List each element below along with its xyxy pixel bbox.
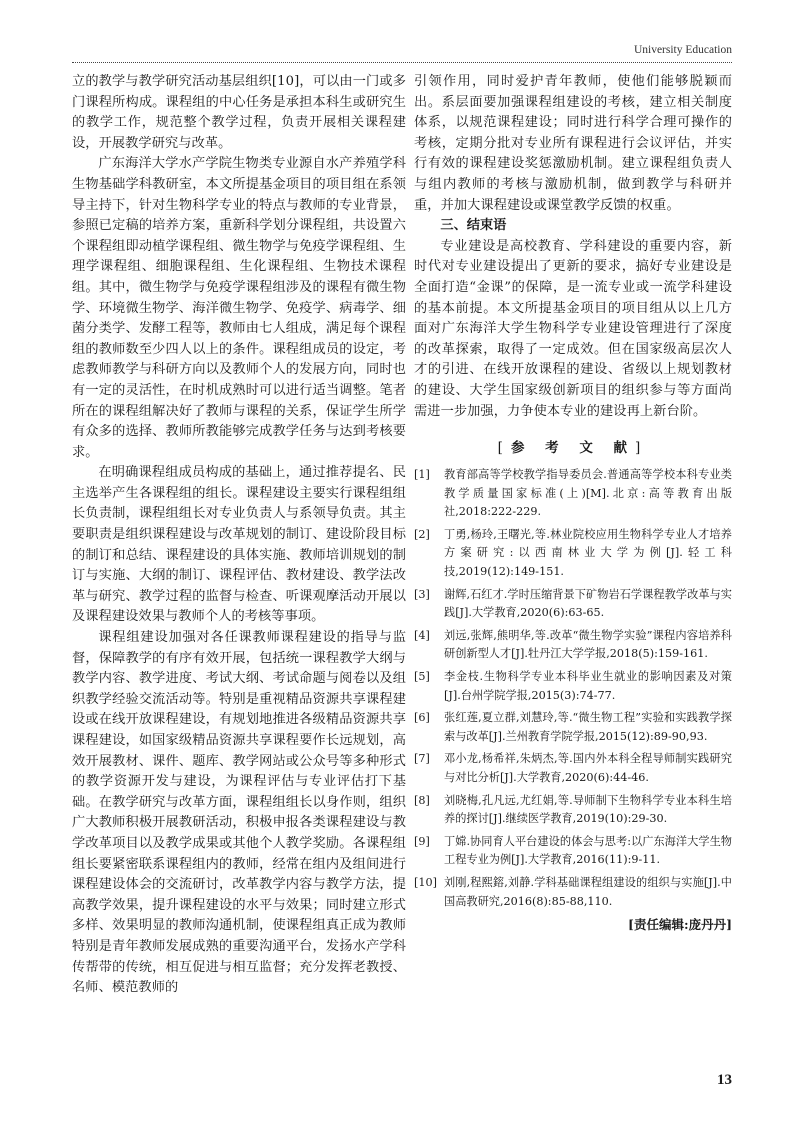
- reference-item: [3] 谢辉,石红才.学时压缩背景下矿物岩石学课程教学改革与实践[J].大学教育,2020(6):63-65.: [414, 587, 732, 620]
- body-paragraph-1: 立的教学与教学研究活动基层组织[10]，可以由一门或多门课程所构成。课程组的中心任务是承担本科生或研究生的教学工作，规范整个教学过程，负责开展相关课程建设，开展教学研究与改革。: [72, 74, 406, 151]
- reference-item: [10] 刘刚,程熙鎔,刘静.学科基础课程组建设的组织与实施[J].中国高教研究,2016(8):85-88,110.: [414, 875, 732, 908]
- reference-item: [8] 刘晓梅,孔凡远,尤红娟,等.导师制下生物科学专业本科生培养的探讨[J].继续医学教育,2019(10):29-30.: [414, 793, 732, 826]
- section-heading-conclusion: 三、结束语: [440, 218, 507, 234]
- reference-item: [7] 邓小龙,杨希祥,朱炳杰,等.国内外本科全程导师制实践研究与对比分析[J].大学教育,2020(6):44-46.: [414, 752, 732, 784]
- page-number: 13: [717, 1072, 732, 1088]
- references-title: 参 考 文 献: [510, 440, 636, 457]
- reference-item: [2] 丁勇,杨玲,王曙光,等.林业院校应用生物科学专业人才培养方案研究:以西南林业大学为例[J].轻工科技,2019(12):149-151.: [414, 527, 732, 579]
- reference-item: [4] 刘远,张辉,熊明华,等.改革“微生物学实验”课程内容培养科研创新型人才[J].牡丹江大学学报,2018(5):159-161.: [414, 628, 732, 661]
- body-paragraph-continuation: 引领作用，同时爱护青年教师，使他们能够脱颖而出。系层面要加强课程组建设的考核，建立相关制度体系，以规范课程建设；同时进行科学合理可操作的考核，定期分批对专业所有课程进行会议评估，并实行有效的课程建设奖惩激励机制。建立课程组负责人与组内教师的考核与激励机制，做到教学与科研并重，并加大课程建设或课堂教学反馈的权重。: [414, 74, 732, 213]
- body-paragraph-2: 广东海洋大学水产学院生物类专业源自水产养殖学科生物基础学科教研室，本文所提基金项目的项目组在系领导主持下，针对生物科学专业的特点与教师的专业背景，参照已定稿的培养方案，重新科学划分课程组，共设置六个课程组即动植学课程组、微生物学与免疫学课程组、生理学课程组、细胞课程组、生化课程组、生物技术课程组。其中，微生物学与免疫学课程组涉及的课程有微生物学、环境微生物学、海洋微生物学、免疫学、病毒学、细菌分类学、发酵工程等，教师由七人组成，满足每个课程组的教师数至少四人以上的条件。课程组成员的设定，考虑教师教学与科研方向以及教师个人的发展方向，同时也有一定的灵活性，在时机成熟时可以进行适当调整。笔者所在的课程组解决好了教师与课程的关系，保证学生所学有众多的选择、教师所教能够完成教学任务与达到考核要求。: [72, 156, 406, 460]
- running-head-journal: University Education: [633, 44, 732, 56]
- right-column: [414, 72, 732, 933]
- left-column: [72, 72, 406, 999]
- responsible-editor: [责任编辑:庞丹丹]: [628, 917, 732, 933]
- reference-item: [9] 丁嫦.协同育人平台建设的体会与思考:以广东海洋大学生物工程专业为例[J].大学教育,2016(11):9-11.: [414, 834, 732, 867]
- reference-item: [6] 张红莲,夏立群,刘慧玲,等.“微生物工程”实验和实践教学探索与改革[J].兰州教育学院学报,2015(12):89-90,93.: [414, 711, 732, 743]
- body-paragraph-4: 课程组建设加强对各任课教师课程建设的指导与监督，保障教学的有序有效开展，包括统一课程教学大纲与教学内容、教学进度、考试大纲、考试命题与阅卷以及组织教学经验交流活动等。特别是重视精品资源共享课程建设或在线开放课程建设，有规划地推进各级精品资源共享课程建设，如国家级精品资源共享课程要作长远规划，高效开展教材、课件、题库、教学网站或公众号等多种形式的教学资源开发与建设，为课程评估与专业评估打下基础。在教学研究与改革方面，课程组组长以身作则，组织广大教师积极开展教研活动，积极申报各类课程建设与教学改革项目以及教学成果或其他个人教学奖励。各课程组组长要紧密联系课程组内的教师，经常在组内及组间进行课程建设体会的交流研讨，改革教学内容与教学方法，提高教学效果，提升课程建设的水平与效果；同时建立形式多样、效果明显的教师沟通机制，使课程组真正成为教师特别是青年教师发展成熟的重要沟通平台，发扬水产学科传帮带的传统，相互促进与相互监督；充分发挥老教授、名师、模范教师的: [72, 630, 406, 996]
- references-list: [414, 466, 732, 911]
- conclusion-paragraph: 专业建设是高校教育、学科建设的重要内容，新时代对专业建设提出了更新的要求，搞好专业建设是全面打造“金课”的保障，是一流专业或一流学科建设的基本前提。本文所提基金项目的项目组从以上几方面对广东海洋大学生物科学专业建设管理进行了深度的改革探索，取得了一定成效。但在国家级高层次人才的引进、在线开放课程的建设、省级以上规划教材的建设、大学生国家级创新项目的组织参与等方面尚需进一步加强，力争使本专业的建设再上新台阶。: [414, 238, 732, 419]
- reference-item: [1] 教育部高等学校教学指导委员会.普通高等学校本科专业类教学质量国家标准(上)[M].北京:高等教育出版社,2018:222-229.: [414, 468, 732, 519]
- header-divider: [72, 62, 732, 63]
- references-heading: [参 考 文 献]: [497, 440, 649, 457]
- body-paragraph-3: 在明确课程组成员构成的基础上，通过推荐提名、民主选举产生各课程组的组长。课程建设主要实行课程组组长负责制，课程组组长对专业负责人与系领导负责。其主要职责是组织课程建设与改革规划的制订、建设阶段目标的制订和总结、课程建设的具体实施、教师培训规划的制订与实施、大纲的制订、课程评估、教材建设、教学法改革与研究、教学过程的监督与检查、听课观摩活动开展以及课程建设效果与教师个人的考核等事项。: [72, 465, 406, 625]
- reference-item: [5] 李金枝.生物科学专业本科毕业生就业的影响因素及对策[J].台州学院学报,2015(3):74-77.: [414, 670, 732, 702]
